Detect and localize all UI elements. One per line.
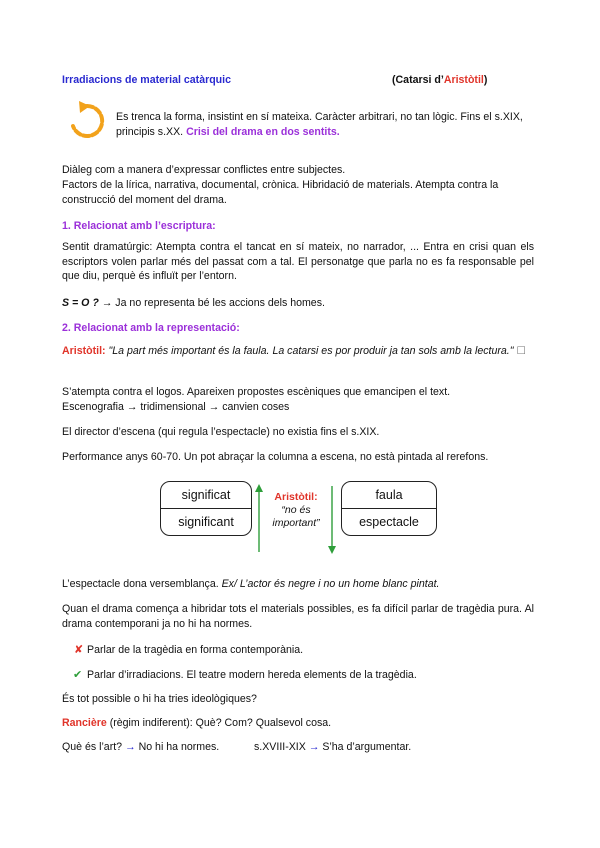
header-right-prefix: (Catarsi d’ <box>392 74 444 86</box>
cross-icon: ✘ <box>74 644 84 656</box>
up-arrow-icon <box>253 484 265 554</box>
section1-heading: 1. Relacionat amb l’escriptura: <box>62 220 216 232</box>
quote-paragraph <box>62 344 534 359</box>
versemblanca-line <box>62 577 534 592</box>
logos-line2 <box>62 400 534 415</box>
arrow-icon: → <box>126 401 138 413</box>
era-text: S’ha d’argumentar. <box>322 741 412 753</box>
art-line <box>62 740 242 755</box>
header-right-suffix: ) <box>483 74 488 86</box>
right-box <box>341 481 437 536</box>
refresh-arrow-icon <box>66 100 108 142</box>
cross-text: Parlar de la tragèdia en forma contemporània. <box>87 644 304 656</box>
ranciere-name: Rancière <box>62 717 107 729</box>
left-box <box>160 481 252 536</box>
check-text: Parlar d’irradiacions. El teatre modern hereda elements de la tragèdia. <box>87 669 417 681</box>
center-line2: important” <box>272 517 320 529</box>
performance-text: Performance anys 60-70. Un pot abraçar la columna a escena, no està pintada al rerefons. <box>62 451 489 463</box>
section2-heading: 2. Relacionat amb la representació: <box>62 322 240 334</box>
diagram-center <box>266 491 326 530</box>
ranciere-text: (règim indiferent): Què? Com? Qualsevol cosa. <box>109 717 332 729</box>
art-question: Què és l’art? <box>62 741 123 753</box>
quote-text: "La part més important és la faula. La catarsi es por produir ja tan sols amb la lectura." <box>108 345 514 357</box>
intro-text: Es trenca la forma, insistint en sí mateixa. Caràcter arbitrari, no tan lògic. Fins el s.XIX, principis s.XX. <box>116 111 523 138</box>
right-box-bottom: espectacle <box>359 515 419 529</box>
quote-author: Aristòtil: <box>62 345 106 357</box>
factors-text: Factors de la lírica, narrativa, documental, crònica. Hibridació de materials. Atempta contra la construcció del moment del drama. <box>62 179 499 206</box>
logos-line1: S’atempta contra el logos. Apareixen propostes escèniques que emancipen el text. <box>62 386 451 398</box>
down-arrow-icon <box>326 484 338 554</box>
versemblanca-example: Ex/ L’actor és negre i no un home blanc pintat. <box>221 578 440 590</box>
quan-text: Quan el drama comença a hibridar tots el materials possibles, es fa difícil parlar de tragèdia pura. Al drama contemporani ja no hi ha normes. <box>62 603 534 630</box>
formula-text: Ja no representa bé les accions dels homes. <box>115 297 325 309</box>
center-line1: “no és <box>281 504 311 516</box>
intro-paragraph <box>116 110 536 139</box>
intro-highlight: Crisi del drama en dos sentits. <box>186 125 340 138</box>
era-label: s.XVIII-XIX <box>254 741 306 753</box>
page-title: Irradiacions de material catàrquic <box>62 74 231 86</box>
art-answer: No hi ha normes. <box>138 741 220 753</box>
header-right <box>392 74 487 86</box>
era-arrow-icon: → <box>308 741 320 753</box>
era-line <box>254 740 474 755</box>
center-title: Aristòtil: <box>274 491 318 503</box>
dialeg-text: Diàleg com a manera d’expressar conflictes entre subjectes. <box>62 164 346 176</box>
versemblanca-text: L’espectacle dona versemblança. <box>62 578 219 590</box>
logos-escenografia: Escenografia <box>62 401 124 413</box>
logos-tridimensional: tridimensional <box>140 401 206 413</box>
formula: S = O ? <box>62 297 99 309</box>
ranciere-line <box>62 716 534 731</box>
logos-canvien: canvien coses <box>222 401 290 413</box>
formula-arrow: → <box>101 297 113 309</box>
left-box-top: significat <box>161 482 251 509</box>
question-text: És tot possible o hi ha tries ideològiques? <box>62 693 257 705</box>
right-box-top: faula <box>342 482 436 509</box>
section1-body: Sentit dramatúrgic: Atempta contra el tancat en sí mateix, no narrador, ... Entra en crisi quan els escriptors volen parlar més del passat com a tal. El personatge que parla no es fa responsable pel que diu, perquè és influït per l’entorn. <box>62 241 534 283</box>
director-text: El director d’escena (qui regula l’espectacle) no existia fins el s.XIX. <box>62 426 380 438</box>
header-right-name: Aristòtil <box>443 74 484 86</box>
formula-line <box>62 296 534 311</box>
art-arrow-icon: → <box>125 741 136 753</box>
arrow-icon: → <box>208 401 220 413</box>
check-icon: ✔ <box>73 669 83 681</box>
quote-box-icon: ☐ <box>516 345 526 357</box>
left-box-bottom: significant <box>178 515 234 529</box>
